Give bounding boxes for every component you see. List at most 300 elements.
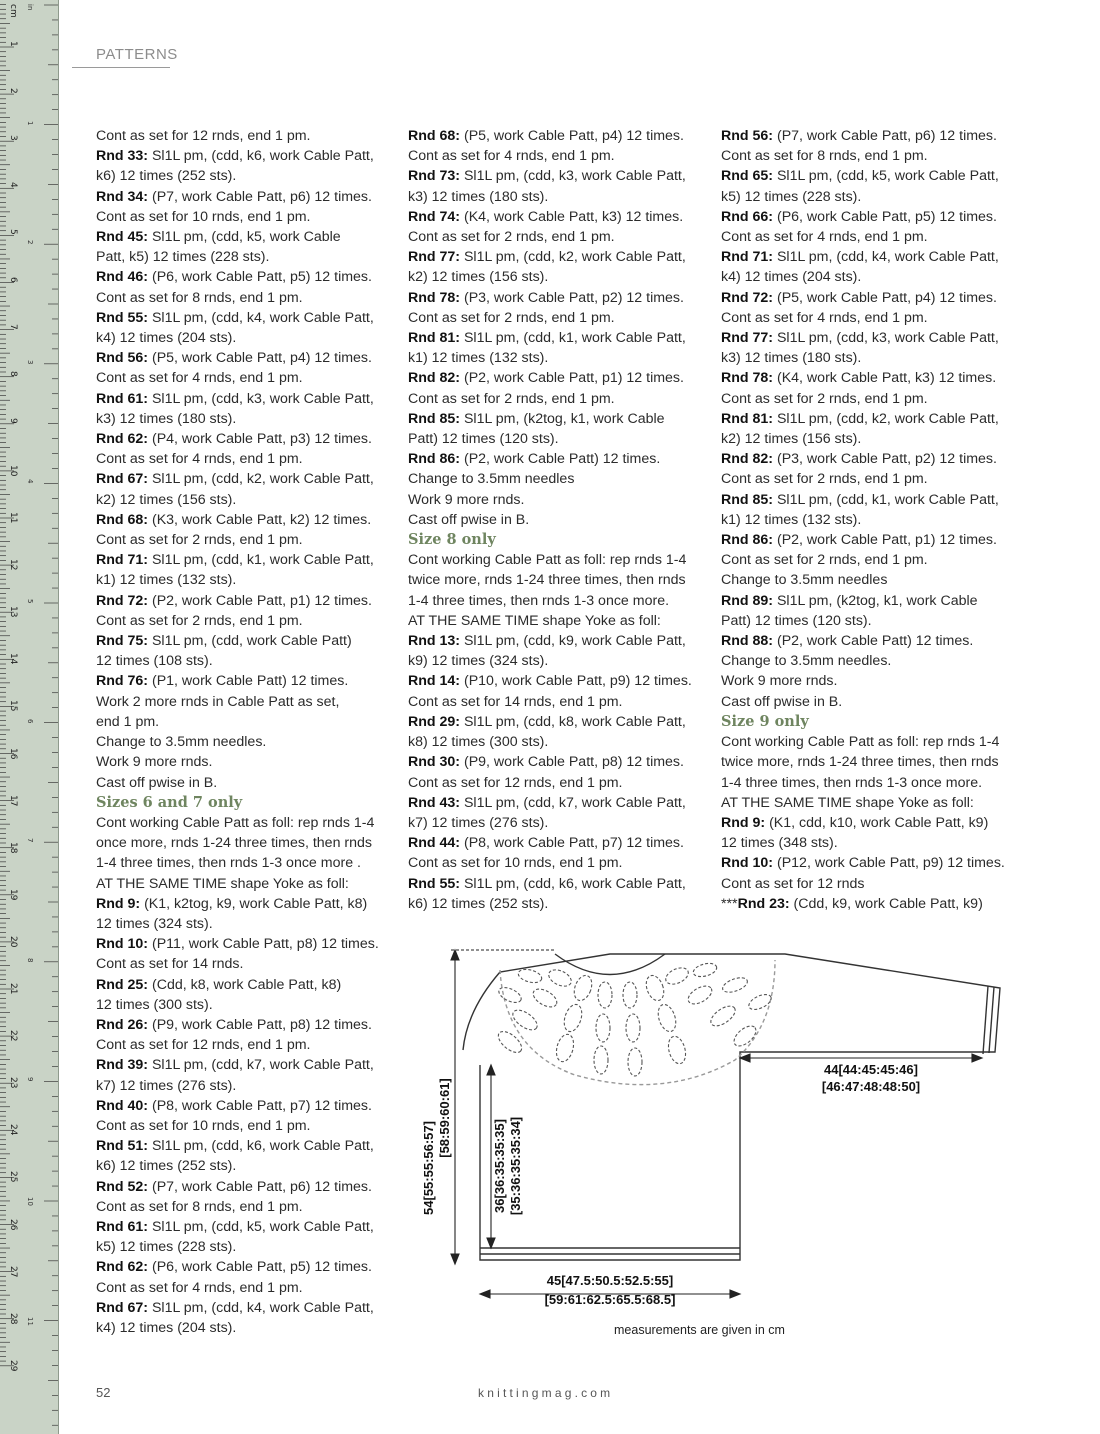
round-label: Rnd 67:: [96, 471, 149, 488]
instruction-text: Sl1L pm, (cdd, k8, work Cable Patt,: [460, 713, 686, 730]
pattern-line: [96, 308, 396, 328]
instruction-text: (P2, work Cable Patt, p1) 12 times.: [460, 370, 684, 387]
instruction-text: Work 9 more rnds.: [96, 754, 213, 771]
instruction-text: Cast off pwise in B.: [408, 511, 530, 528]
pattern-line: [408, 126, 708, 146]
instruction-text: (K4, work Cable Patt, k3) 12 times.: [773, 370, 997, 387]
instruction-text: once more, rnds 1-24 three times, then rnds: [96, 835, 373, 852]
pattern-line: [408, 752, 708, 772]
pattern-line: [721, 570, 1021, 590]
round-label: Rnd 55:: [96, 309, 149, 326]
round-label: Rnd 72:: [721, 289, 774, 306]
pattern-line: [96, 1015, 396, 1035]
pattern-line: [96, 288, 396, 308]
pattern-line: [408, 550, 708, 570]
instruction-text: Sl1L pm, (cdd, work Cable Patt): [148, 633, 352, 650]
pattern-line: [408, 207, 708, 227]
ruler-inch-label: 5: [26, 599, 34, 604]
total-length-label-1: 54[55:55:56:57]: [421, 1121, 436, 1215]
pattern-line: [96, 1055, 396, 1075]
instruction-text: Cast off pwise in B.: [96, 774, 218, 791]
instruction-text: Cont as set for 12 rnds, end 1 pm.: [96, 1037, 311, 1054]
instruction-text: twice more, rnds 1-24 three times, then rnds: [721, 754, 999, 771]
pattern-line: [96, 409, 396, 429]
pattern-line: [721, 490, 1021, 510]
instruction-text: Sl1L pm, (k2tog, k1, work Cable: [773, 592, 978, 609]
instruction-text: 12 times (348 sts).: [721, 835, 838, 852]
instruction-text: (K4, work Cable Patt, k3) 12 times.: [460, 208, 684, 225]
instruction-text: Sl1L pm, (cdd, k5, work Cable Patt,: [148, 1218, 374, 1235]
ruler-cm-label: 24: [8, 1124, 18, 1136]
cable-pattern: [495, 961, 774, 1076]
instruction-text: Cont as set for 4 rnds, end 1 pm.: [96, 451, 303, 468]
pattern-line: [721, 429, 1021, 449]
round-label: Rnd 55:: [408, 875, 461, 892]
site-url: knittingmag.com: [478, 1386, 614, 1400]
pattern-line: [96, 1237, 396, 1257]
instruction-text: Work 9 more rnds.: [408, 491, 525, 508]
instruction-text: k7) 12 times (276 sts).: [408, 814, 549, 831]
round-label: Rnd 26:: [96, 1016, 149, 1033]
instruction-text: k5) 12 times (228 sts).: [721, 188, 862, 205]
instruction-text: (P2, work Cable Patt) 12 times.: [460, 451, 661, 468]
round-label: Rnd 68:: [408, 128, 461, 144]
round-label: Rnd 71:: [96, 552, 149, 569]
page-number: 52: [96, 1385, 111, 1400]
instruction-text: Sl1L pm, (cdd, k2, work Cable Patt,: [148, 471, 374, 488]
measurement-caption: measurements are given in cm: [614, 1323, 785, 1337]
pattern-line: [96, 914, 396, 934]
pattern-line: [721, 793, 1021, 813]
instruction-text: (P7, work Cable Patt, p6) 12 times.: [773, 128, 997, 144]
instruction-text: Sl1L pm, (cdd, k2, work Cable Patt,: [460, 249, 686, 266]
instruction-text: Work 9 more rnds.: [721, 673, 838, 690]
pattern-line: [408, 389, 708, 409]
neckline: [555, 954, 665, 975]
instruction-text: Patt, k5) 12 times (228 sts).: [96, 249, 270, 266]
round-label: Rnd 13:: [408, 633, 461, 650]
pattern-line: [721, 126, 1021, 146]
round-label: Rnd 14:: [408, 673, 461, 690]
pattern-line: [96, 429, 396, 449]
pattern-line: [96, 510, 396, 530]
instruction-text: Sl1L pm, (cdd, k4, work Cable Patt,: [148, 1299, 374, 1316]
round-label: Rnd 67:: [96, 1299, 149, 1316]
pattern-line: [721, 469, 1021, 489]
instruction-text: k8) 12 times (300 sts).: [408, 734, 549, 751]
instruction-text: Cont as set for 2 rnds, end 1 pm.: [408, 309, 615, 326]
instruction-text: (P9, work Cable Patt, p8) 12 times.: [148, 1016, 372, 1033]
ruler-inch-label: 8: [26, 957, 34, 963]
ruler-cm-label: 4: [8, 182, 18, 189]
pattern-line: [721, 874, 1021, 894]
round-label: Rnd 76:: [96, 673, 149, 690]
pattern-line: [408, 469, 708, 489]
instruction-text: (P9, work Cable Patt, p8) 12 times.: [460, 754, 684, 771]
round-label: Rnd 52:: [96, 1178, 149, 1195]
instruction-text: Cont as set for 8 rnds, end 1 pm.: [96, 289, 303, 306]
ruler-cm-label: 9: [8, 417, 18, 424]
pattern-line: [96, 247, 396, 267]
instruction-text: (P8, work Cable Patt, p7) 12 times.: [148, 1097, 372, 1114]
pattern-column-2: [408, 126, 708, 914]
pattern-line: [408, 671, 708, 691]
instruction-text: Cont as set for 2 rnds, end 1 pm.: [96, 532, 303, 549]
instruction-text: Change to 3.5mm needles.: [721, 653, 892, 670]
ruler-unit-cm: cm: [8, 4, 18, 18]
round-label: Rnd 30:: [408, 754, 461, 771]
pattern-line: [408, 813, 708, 833]
pattern-line: [408, 328, 708, 348]
instruction-text: k6) 12 times (252 sts).: [96, 168, 237, 185]
round-label: Rnd 29:: [408, 713, 461, 730]
round-label: Rnd 73:: [408, 168, 461, 185]
body-outline: [463, 954, 1000, 1260]
instruction-text: AT THE SAME TIME shape Yoke as foll:: [721, 794, 974, 811]
ruler-cm-label: 14: [8, 653, 18, 665]
round-label: Rnd 75:: [96, 633, 149, 650]
ruler-inch-label: 9: [26, 1077, 34, 1082]
pattern-line: [408, 490, 708, 510]
ruler-cm-label: 29: [8, 1359, 18, 1372]
pattern-line: [96, 732, 396, 752]
instruction-text: (P2, work Cable Patt, p1) 12 times.: [773, 532, 997, 549]
instruction-text: k1) 12 times (132 sts).: [408, 350, 549, 367]
round-label: Rnd 56:: [96, 350, 149, 367]
pattern-line: [721, 651, 1021, 671]
pattern-line: [408, 853, 708, 873]
instruction-text: 1-4 three times, then rnds 1-3 once more.: [408, 592, 670, 609]
instruction-text: (P6, work Cable Patt, p5) 12 times.: [773, 208, 997, 225]
ruler-inch-label: 6: [26, 718, 34, 724]
instruction-text: Cast off pwise in B.: [721, 693, 843, 710]
width-label-2: [59:61:62.5:65.5:68.5]: [544, 1292, 676, 1307]
round-label: Rnd 33:: [96, 148, 149, 165]
body-length-label-1: 36[36:35:35:35]: [492, 1119, 507, 1213]
instruction-text: k6) 12 times (252 sts).: [408, 895, 549, 912]
round-label: Rnd 56:: [721, 128, 774, 144]
round-label: Rnd 43:: [408, 794, 461, 811]
pattern-line: [721, 671, 1021, 691]
ruler-cm-label: 21: [8, 983, 18, 995]
instruction-text: Sl1L pm, (cdd, k5, work Cable Patt,: [773, 168, 999, 185]
ruler-inch-label: 4: [26, 479, 34, 484]
round-label: Rnd 66:: [721, 208, 774, 225]
pattern-line: [408, 348, 708, 368]
instruction-text: Change to 3.5mm needles.: [96, 734, 267, 751]
instruction-text: Cont as set for 12 rnds, end 1 pm.: [408, 774, 623, 791]
ruler-inch-label: 2: [26, 240, 34, 245]
ruler-cm-label: 18: [8, 841, 18, 854]
instruction-text: end 1 pm.: [96, 713, 160, 730]
instruction-text: k2) 12 times (156 sts).: [408, 269, 549, 286]
instruction-text: Cont as set for 14 rnds.: [96, 956, 244, 973]
pattern-line: [96, 1257, 396, 1277]
pattern-line: [96, 894, 396, 914]
line-prefix: ***: [721, 895, 738, 912]
pattern-line: [96, 651, 396, 671]
instruction-text: Cont as set for 10 rnds, end 1 pm.: [96, 1117, 311, 1134]
pattern-line: [96, 671, 396, 691]
round-label: Rnd 81:: [721, 410, 774, 427]
pattern-line: [408, 166, 708, 186]
pattern-line: [408, 510, 708, 530]
pattern-line: [721, 267, 1021, 287]
round-label: Rnd 88:: [721, 633, 774, 650]
pattern-line: [96, 975, 396, 995]
instruction-text: twice more, rnds 1-24 three times, then rnds: [408, 572, 686, 589]
pattern-line: [96, 631, 396, 651]
pattern-line: [96, 267, 396, 287]
instruction-text: Sl1L pm, (k2tog, k1, work Cable: [460, 410, 665, 427]
instruction-text: Sl1L pm, (cdd, k6, work Cable Patt,: [460, 875, 686, 892]
instruction-text: AT THE SAME TIME shape Yoke as foll:: [96, 875, 349, 892]
pattern-line: [96, 591, 396, 611]
instruction-text: (P3, work Cable Patt, p2) 12 times.: [773, 451, 997, 468]
body-length-label-2: [35:36:35:35:34]: [508, 1116, 523, 1216]
pattern-line: [96, 550, 396, 570]
ruler-cm-label: 25: [8, 1171, 18, 1183]
instruction-text: k2) 12 times (156 sts).: [721, 431, 862, 448]
instruction-text: Patt) 12 times (120 sts).: [721, 612, 872, 629]
ruler-inch-label: 11: [26, 1316, 34, 1326]
pattern-line: [408, 308, 708, 328]
instruction-text: (K1, cdd, k10, work Cable Patt, k9): [765, 814, 989, 831]
pattern-line: [96, 1156, 396, 1176]
ruler-cm-label: 3: [8, 135, 18, 141]
pattern-line: [96, 227, 396, 247]
ruler-cm-label: 27: [8, 1265, 18, 1278]
instruction-text: Cont as set for 2 rnds, end 1 pm.: [721, 390, 928, 407]
pattern-line: [96, 1217, 396, 1237]
pattern-line: [721, 368, 1021, 388]
pattern-line: [96, 1298, 396, 1318]
ruler-cm-label: 23: [8, 1077, 18, 1089]
pattern-line: [96, 611, 396, 631]
round-label: Rnd 68:: [96, 511, 149, 528]
pattern-line: [721, 348, 1021, 368]
pattern-line: [721, 692, 1021, 712]
pattern-line: [96, 1197, 396, 1217]
ruler-cm-label: 2: [8, 88, 18, 94]
instruction-text: (P5, work Cable Patt, p4) 12 times.: [773, 289, 997, 306]
instruction-text: Sl1L pm, (cdd, k9, work Cable Patt,: [460, 633, 686, 650]
instruction-text: Cont working Cable Patt as foll: rep rnds 1-4: [96, 814, 375, 831]
instruction-text: Change to 3.5mm needles: [721, 572, 888, 589]
round-label: Rnd 10:: [96, 936, 149, 953]
pattern-line: [408, 732, 708, 752]
pattern-line: [408, 570, 708, 590]
pattern-line: [721, 631, 1021, 651]
instruction-text: Cont as set for 8 rnds, end 1 pm.: [721, 148, 928, 165]
pattern-line: [721, 247, 1021, 267]
instruction-text: Cont as set for 2 rnds, end 1 pm.: [408, 229, 615, 246]
pattern-line: [408, 712, 708, 732]
ruler-cm-label: 22: [8, 1030, 18, 1042]
pattern-line: [408, 833, 708, 853]
pattern-line: [408, 449, 708, 469]
pattern-line: [96, 1035, 396, 1055]
ruler-cm-label: 5: [8, 229, 18, 236]
instruction-text: Cont as set for 2 rnds, end 1 pm.: [408, 390, 615, 407]
pattern-line: [96, 1116, 396, 1136]
round-label: Rnd 39:: [96, 1057, 149, 1074]
round-label: Rnd 86:: [408, 451, 461, 468]
ruler-cm-label: 16: [8, 747, 18, 759]
pattern-line: [96, 166, 396, 186]
pattern-line: [96, 207, 396, 227]
round-label: Rnd 72:: [96, 592, 149, 609]
round-label: Rnd 77:: [408, 249, 461, 266]
ruler-inch-label: 7: [26, 838, 34, 843]
instruction-text: Cont as set for 8 rnds, end 1 pm.: [96, 1198, 303, 1215]
pattern-line: [721, 611, 1021, 631]
ruler-cm-label: 15: [8, 700, 18, 712]
section-heading: Size 8 only: [408, 531, 496, 549]
pattern-line: [408, 429, 708, 449]
ruler: [0, 0, 59, 1434]
pattern-line: [721, 530, 1021, 550]
round-label: Rnd 40:: [96, 1097, 149, 1114]
instruction-text: Sl1L pm, (cdd, k4, work Cable Patt,: [773, 249, 999, 266]
instruction-text: (P1, work Cable Patt) 12 times.: [148, 673, 349, 690]
section-heading: Sizes 6 and 7 only: [96, 793, 243, 811]
pattern-line: [96, 1278, 396, 1298]
ruler-cm-label: 11: [8, 512, 18, 524]
instruction-text: (P7, work Cable Patt, p6) 12 times.: [148, 188, 372, 205]
sleeve-cuff-line-2: [989, 987, 994, 1053]
instruction-text: Work 2 more rnds in Cable Patt as set,: [96, 693, 340, 710]
sleeve-cuff-line-1: [983, 986, 988, 1054]
round-label: Rnd 9:: [96, 895, 141, 912]
pattern-line: [721, 550, 1021, 570]
pattern-line: [96, 530, 396, 550]
section-label: PATTERNS: [96, 46, 178, 63]
instruction-text: (P3, work Cable Patt, p2) 12 times.: [460, 289, 684, 306]
instruction-text: k7) 12 times (276 sts).: [96, 1077, 237, 1094]
instruction-text: Cont as set for 4 rnds, end 1 pm.: [96, 370, 303, 387]
pattern-line: [96, 853, 396, 873]
instruction-text: Change to 3.5mm needles: [408, 471, 575, 488]
instruction-text: Cont as set for 4 rnds, end 1 pm.: [96, 1279, 303, 1296]
instruction-text: Sl1L pm, (cdd, k3, work Cable Patt,: [148, 390, 374, 407]
pattern-line: [96, 954, 396, 974]
instruction-text: k5) 12 times (228 sts).: [96, 1239, 237, 1256]
instruction-text: Sl1L pm, (cdd, k6, work Cable Patt,: [148, 1138, 374, 1155]
instruction-text: Sl1L pm, (cdd, k1, work Cable Patt,: [460, 330, 686, 347]
pattern-line: [721, 591, 1021, 611]
instruction-text: (P5, work Cable Patt, p4) 12 times.: [460, 128, 684, 144]
pattern-line: [96, 773, 396, 793]
pattern-line: [721, 166, 1021, 186]
pattern-line: [721, 288, 1021, 308]
instruction-text: Sl1L pm, (cdd, k7, work Cable Patt,: [148, 1057, 374, 1074]
pattern-line: [96, 752, 396, 772]
pattern-line: [96, 934, 396, 954]
round-label: Rnd 34:: [96, 188, 149, 205]
ruler-cm-label: 8: [8, 370, 18, 377]
instruction-text: Sl1L pm, (cdd, k4, work Cable Patt,: [148, 309, 374, 326]
instruction-text: (P10, work Cable Patt, p9) 12 times.: [460, 673, 692, 690]
pattern-line: [408, 227, 708, 247]
pattern-line: [408, 651, 708, 671]
ruler-cm-label: 20: [8, 935, 18, 948]
pattern-line: [408, 874, 708, 894]
round-label: Rnd 23:: [737, 895, 790, 912]
round-label: Rnd 78:: [408, 289, 461, 306]
round-label: Rnd 82:: [721, 451, 774, 468]
instruction-text: k3) 12 times (180 sts).: [96, 410, 237, 427]
instruction-text: Sl1L pm, (cdd, k3, work Cable Patt,: [773, 330, 999, 347]
instruction-text: Cont as set for 4 rnds, end 1 pm.: [408, 148, 615, 165]
pattern-line: [408, 267, 708, 287]
round-label: Rnd 74:: [408, 208, 461, 225]
instruction-text: k2) 12 times (156 sts).: [96, 491, 237, 508]
instruction-text: k4) 12 times (204 sts).: [96, 330, 237, 347]
instruction-text: Cont as set for 10 rnds, end 1 pm.: [96, 208, 311, 225]
round-label: Rnd 85:: [408, 410, 461, 427]
instruction-text: k1) 12 times (132 sts).: [721, 511, 862, 528]
sleeve-label-1: 44[44:45:45:46]: [824, 1062, 918, 1077]
instruction-text: Cont working Cable Patt as foll: rep rnds 1-4: [408, 552, 687, 569]
pattern-line: [96, 368, 396, 388]
instruction-text: Sl1L pm, (cdd, k1, work Cable Patt,: [773, 491, 999, 508]
ruler-inch-label: 10: [26, 1197, 34, 1206]
instruction-text: k3) 12 times (180 sts).: [721, 350, 862, 367]
instruction-text: (Cdd, k9, work Cable Patt, k9): [789, 895, 983, 912]
pattern-line: [96, 146, 396, 166]
instruction-text: k4) 12 times (204 sts).: [96, 1319, 237, 1336]
instruction-text: Cont as set for 12 rnds: [721, 875, 865, 892]
instruction-text: (P8, work Cable Patt, p7) 12 times.: [460, 835, 684, 852]
instruction-text: Cont working Cable Patt as foll: rep rnds 1-4: [721, 734, 1000, 751]
pattern-line: [408, 631, 708, 651]
round-label: Rnd 62:: [96, 431, 149, 448]
pattern-line: [408, 773, 708, 793]
instruction-text: Cont as set for 14 rnds, end 1 pm.: [408, 693, 623, 710]
round-label: Rnd 46:: [96, 269, 149, 286]
instruction-text: 12 times (108 sts).: [96, 653, 213, 670]
pattern-line: [96, 469, 396, 489]
instruction-text: Sl1L pm, (cdd, k3, work Cable Patt,: [460, 168, 686, 185]
round-label: Rnd 61:: [96, 1218, 149, 1235]
pattern-line: [721, 207, 1021, 227]
instruction-text: Cont as set for 2 rnds, end 1 pm.: [721, 552, 928, 569]
pattern-line: [408, 894, 708, 914]
instruction-text: Cont as set for 4 rnds, end 1 pm.: [721, 229, 928, 246]
instruction-text: (K3, work Cable Patt, k2) 12 times.: [148, 511, 372, 528]
ruler-unit-in: in: [26, 4, 34, 11]
instruction-text: (P2, work Cable Patt, p1) 12 times.: [148, 592, 372, 609]
instruction-text: (P2, work Cable Patt) 12 times.: [773, 633, 974, 650]
pattern-line: [721, 773, 1021, 793]
instruction-text: 12 times (324 sts).: [96, 915, 213, 932]
pattern-line: [721, 328, 1021, 348]
pattern-line: [96, 1318, 396, 1338]
instruction-text: AT THE SAME TIME shape Yoke as foll:: [408, 612, 661, 629]
instruction-text: (Cdd, k8, work Cable Patt, k8): [148, 976, 342, 993]
pattern-line: [721, 853, 1021, 873]
pattern-line: [721, 187, 1021, 207]
round-label: Rnd 25:: [96, 976, 149, 993]
instruction-text: Sl1L pm, (cdd, k2, work Cable Patt,: [773, 410, 999, 427]
pattern-line: [96, 692, 396, 712]
pattern-line: [721, 449, 1021, 469]
instruction-text: 1-4 three times, then rnds 1-3 once more.: [721, 774, 983, 791]
pattern-line: [721, 752, 1021, 772]
pattern-line: [721, 813, 1021, 833]
pattern-line: [408, 146, 708, 166]
